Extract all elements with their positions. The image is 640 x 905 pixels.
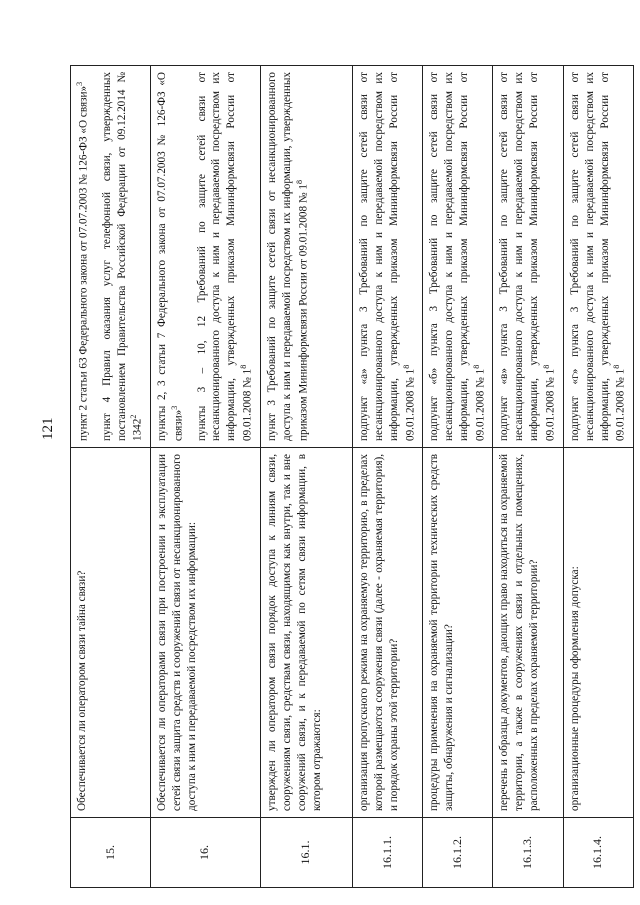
- table-row: [493, 66, 563, 888]
- checklist-table-sheet: [70, 66, 628, 888]
- row-number: 16.1.3.: [493, 818, 563, 888]
- footnote-marker: 2: [129, 414, 139, 419]
- reference-text: подпункт «г» пункта 3 Требований по защите сетей связи от несанкционированного доступа к ним и передаваемой посредством их информации, утвержденных приказом Мининформсвязи России от 09.01.2008 № 1: [568, 72, 628, 441]
- table-row: [71, 66, 151, 888]
- table-row: [352, 66, 422, 888]
- question-text: процедуры применения на охраняемой территории технических средств защиты, обнаружения и сигнализации?: [423, 448, 493, 818]
- reference-text: подпункт «а» пункта 3 Требований по защите сетей связи от несанкционированного доступа к ним и передаваемой посредством их информации, утвержденных приказом Мининформсвязи России от 09.01.2008 № 1: [357, 72, 417, 441]
- footnote-marker: 8: [294, 180, 304, 185]
- footnote-marker: 3: [75, 81, 84, 86]
- question-text: перечень и образцы документов, дающих право находиться на охраняемой территории, а также в сооружениях связи и отдельных помещениях, расположенных в пределах охраняемой территории?: [493, 448, 563, 818]
- footnote-marker: 8: [612, 364, 622, 369]
- checklist-table: [70, 65, 634, 888]
- reference-text: подпункт «в» пункта 3 Требований по защите сетей связи от несанкционированного доступа к ним и передаваемой посредством их информации, утвержденных приказом Мининформсвязи России от 09.01.2008 № 1: [498, 72, 557, 441]
- legal-reference: [423, 66, 493, 448]
- question-text: Обеспечивается ли операторами связи при построении и эксплуатации сетей связи защита средств и сооружений связи от несанкционированного доступа к ним и передаваемой посредством их информации:: [151, 448, 261, 818]
- row-number: 16.1.4.: [563, 818, 633, 888]
- page-number: 121: [40, 417, 56, 440]
- legal-reference: [563, 66, 633, 448]
- table-row: [151, 66, 261, 888]
- question-text: организация пропускного режима на охраняемую территорию, в пределах которой размещаются сооружения связи (далее - охраняемая территория), и порядок охраны этой территории?: [352, 448, 422, 818]
- footnote-marker: 3: [169, 405, 179, 410]
- table-row: [260, 66, 352, 888]
- row-number: 16.1.2.: [423, 818, 493, 888]
- footnote-marker: 8: [401, 364, 411, 369]
- legal-reference: [352, 66, 422, 448]
- row-number: 16.: [151, 818, 261, 888]
- reference-text: пункт 4 Правил оказания услуг телефонной связи, утвержденных постановлением Правительства Российской Федерации от 09.12.2014 № 1342: [100, 72, 145, 441]
- row-number: 15.: [71, 818, 151, 888]
- reference-text: пункт 3 Требований по защите сетей связи от несанкционированного доступа к ним и передаваемой посредством их информации, утвержденных приказом Мининформсвязи России от 09.01.2008 № 1: [265, 72, 310, 441]
- table-row: [563, 66, 633, 888]
- legal-reference: [71, 66, 151, 448]
- reference-text: пункты 2, 3 статьи 7 Федерального закона от 07.07.2003 № 126-ФЗ «О связи»: [156, 72, 185, 441]
- question-text: утвержден ли оператором связи порядок доступа к линиям связи, сооружениям связи, средствам связи, находящимся как внутри, так и вне сооружений связи, и к передаваемой по сетям связи информации, в котором отражаются:: [260, 448, 352, 818]
- footnote-marker: 8: [239, 364, 249, 369]
- legal-reference: [493, 66, 563, 448]
- table-row: [423, 66, 493, 888]
- reference-text: пункты 3 – 10, 12 Требований по защите сетей связи от несанкционированного доступа к ним и передаваемой посредством их информации, утвержденных приказом Мининформсвязи России от 09.01.2008 № 1: [195, 72, 254, 441]
- legal-reference: [260, 66, 352, 448]
- reference-text: пункт 2 статьи 63 Федерального закона от 07.07.2003 № 126-ФЗ «О связи»: [77, 85, 90, 441]
- reference-text: подпункт «б» пункта 3 Требований по защите сетей связи от несанкционированного доступа к ним и передаваемой посредством их информации, утвержденных приказом Мининформсвязи России от 09.01.2008 № 1: [428, 72, 487, 441]
- row-number: 16.1.1.: [352, 818, 422, 888]
- row-number: 16.1.: [260, 818, 352, 888]
- question-text: организационные процедуры оформления допуска:: [563, 448, 633, 818]
- footnote-marker: 8: [542, 364, 552, 369]
- question-text: Обеспечивается ли оператором связи тайна связи?: [71, 448, 151, 818]
- footnote-marker: 8: [471, 364, 481, 369]
- legal-reference: [151, 66, 261, 448]
